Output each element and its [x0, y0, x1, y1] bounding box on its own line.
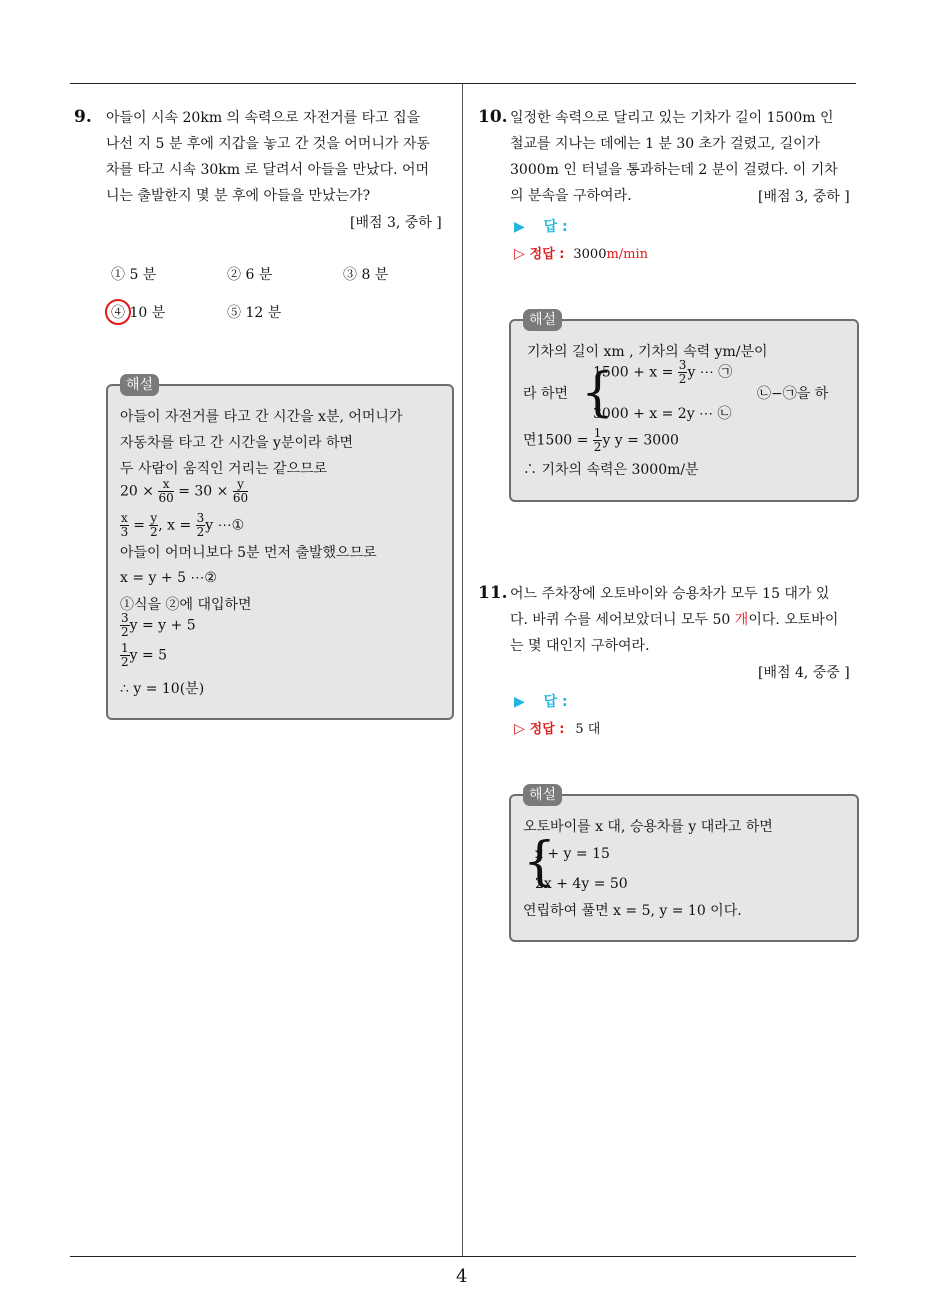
denominator: 2	[678, 372, 687, 386]
question-text-line: 철교를 지나는 데에는 1 분 30 초가 걸렸고, 길이가	[510, 136, 821, 152]
solution-tag: 해설	[120, 374, 159, 396]
question-text-line: 나선 지 5 분 후에 지갑을 놓고 간 것을 어머니가 자동	[106, 136, 430, 152]
fraction	[196, 512, 206, 539]
correct-answer-row	[514, 243, 648, 262]
solution-equation: 2x + 4y = 50	[535, 876, 628, 892]
solution-equation	[120, 512, 244, 539]
outline-play-icon: ▷	[514, 246, 525, 262]
solution-line: ∴ y = 10(분)	[120, 681, 205, 697]
fraction	[233, 478, 248, 505]
choice-1[interactable]: ① 5 분	[111, 267, 157, 283]
solution-line: 연립하여 풀면 x = 5, y = 10 이다.	[523, 903, 742, 919]
question-number: 10.	[478, 107, 508, 127]
solution-box	[106, 377, 454, 720]
denominator: 2	[121, 655, 129, 669]
numerator: y	[233, 478, 248, 492]
fraction	[149, 512, 158, 539]
denominator: 2	[121, 625, 129, 639]
solution-line: 아들이 어머니보다 5분 먼저 출발했으므로	[120, 545, 377, 561]
eq-text: 1500 + x =	[593, 364, 674, 381]
choice-4[interactable]: ④ 10 분	[111, 305, 166, 321]
eq-text: y y = 3000	[602, 432, 679, 449]
bottom-rule	[70, 1256, 856, 1257]
system-brace: {	[581, 363, 615, 423]
eq-text: , x =	[158, 517, 192, 534]
solution-tag: 해설	[523, 309, 562, 331]
fraction	[120, 612, 130, 639]
numerator: x	[158, 478, 173, 492]
eq-text: y ⋯ ㉠	[687, 364, 733, 381]
score-label: [배점 4, 중중 ]	[758, 665, 850, 681]
eq-text: 20 ×	[120, 483, 154, 500]
outline-play-icon: ▷	[514, 721, 525, 737]
denominator: 3	[120, 525, 129, 539]
solution-line: 라 하면	[523, 386, 569, 402]
question-number: 9.	[74, 107, 92, 127]
solution-box	[509, 312, 859, 502]
numerator: y	[150, 511, 158, 525]
solution-line: 자동차를 타고 간 시간을 y분이라 하면	[120, 435, 354, 451]
denominator: 2	[593, 440, 602, 454]
numerator: 1	[593, 426, 602, 440]
solution-line: ①식을 ②에 대입하면	[120, 597, 252, 613]
eq-text: y = 5	[129, 647, 168, 664]
correct-answer-row	[514, 718, 600, 737]
solution-equation	[120, 478, 248, 505]
choice-3[interactable]: ③ 8 분	[343, 267, 389, 283]
selected-answer-mark	[105, 299, 131, 325]
solution-box	[509, 787, 859, 942]
eq-text: = 30 ×	[178, 483, 229, 500]
denominator: 2	[196, 525, 205, 539]
numerator: x	[121, 511, 128, 525]
solution-equation: x + y = 15	[535, 846, 610, 862]
numerator: 3	[196, 511, 205, 525]
fraction	[120, 512, 129, 539]
solution-tag: 해설	[523, 784, 562, 806]
question-text-line: 의 분속을 구하여라.	[510, 188, 632, 204]
correct-unit: m/min	[606, 247, 649, 262]
solution-equation	[523, 427, 679, 454]
top-rule	[70, 83, 856, 84]
answer-row[interactable]	[514, 691, 568, 711]
score-label: [배점 3, 중하 ]	[758, 189, 850, 205]
solution-line: ㉡−㉠을 하	[757, 386, 829, 402]
question-text-line: 어느 주차장에 오토바이와 승용차가 모두 15 대가 있	[510, 586, 830, 602]
question-text-line: 는 몇 대인지 구하여라.	[510, 638, 650, 654]
fraction	[120, 642, 130, 669]
solution-line: ∴ 기차의 속력은 3000m/분	[523, 462, 699, 478]
correct-label: 정답 :	[529, 722, 565, 737]
eq-text: 면1500 =	[523, 432, 589, 449]
answer-label: 답 :	[543, 219, 568, 235]
correct-value: 5 대	[575, 722, 601, 737]
solution-equation	[593, 359, 732, 386]
question-number: 11.	[478, 583, 508, 603]
correct-label: 정답 :	[529, 247, 565, 262]
denominator: 60	[158, 491, 174, 505]
solution-equation	[120, 642, 167, 669]
denominator: 60	[232, 491, 249, 505]
answer-row[interactable]	[514, 216, 568, 236]
system-brace: {	[523, 832, 557, 892]
answer-label: 답 :	[543, 694, 568, 710]
numerator: 3	[121, 611, 129, 625]
question-text-line: 3000m 인 터널을 통과하는데 2 분이 걸렸다. 이 기차	[510, 162, 838, 178]
play-icon: ▶	[514, 694, 525, 710]
solution-line: 오토바이를 x 대, 승용차를 y 대라고 하면	[523, 819, 773, 835]
play-icon: ▶	[514, 219, 525, 235]
page-number: 4	[456, 1266, 468, 1287]
score-label: [배점 3, 중하 ]	[350, 215, 442, 231]
choice-2[interactable]: ② 6 분	[227, 267, 273, 283]
question-text-line: 일정한 속력으로 달리고 있는 기차가 길이 1500m 인	[510, 110, 834, 126]
question-text-line: 아들이 시속 20km 의 속력으로 자전거를 타고 집을	[106, 110, 421, 126]
solution-line: 기차의 길이 xm , 기차의 속력 ym/분이	[527, 344, 768, 360]
fraction	[593, 427, 603, 454]
column-divider	[462, 84, 463, 1256]
solution-line: 아들이 자전거를 타고 간 시간을 x분, 어머니가	[120, 409, 403, 425]
correct-value: 3000	[573, 247, 607, 262]
text-fragment: 이다. 오토바이	[748, 612, 839, 628]
eq-text: y = y + 5	[129, 617, 196, 634]
fraction	[158, 478, 173, 505]
question-text-line: 차를 타고 시속 30km 로 달려서 아들을 만났다. 어머	[106, 162, 430, 178]
denominator: 2	[149, 525, 158, 539]
eq-text: y ⋯①	[205, 517, 245, 534]
question-text-line: 니는 출발한지 몇 분 후에 아들을 만났는가?	[106, 188, 371, 204]
numerator: 3	[678, 358, 687, 372]
numerator: 1	[121, 641, 129, 655]
text-fragment: 다. 바퀴 수를 세어보았더니 모두 50	[510, 612, 735, 628]
solution-line: 두 사람이 움직인 거리는 같으므로	[120, 461, 328, 477]
eq-text: =	[133, 517, 145, 534]
fraction	[678, 359, 688, 386]
solution-equation	[120, 612, 196, 639]
question-text-line	[510, 610, 838, 630]
choice-5[interactable]: ⑤ 12 분	[227, 305, 282, 321]
solution-equation: 3000 + x = 2y ⋯ ㉡	[593, 406, 732, 422]
solution-line: x = y + 5 ⋯②	[120, 570, 217, 586]
highlighted-word: 개	[734, 612, 749, 628]
